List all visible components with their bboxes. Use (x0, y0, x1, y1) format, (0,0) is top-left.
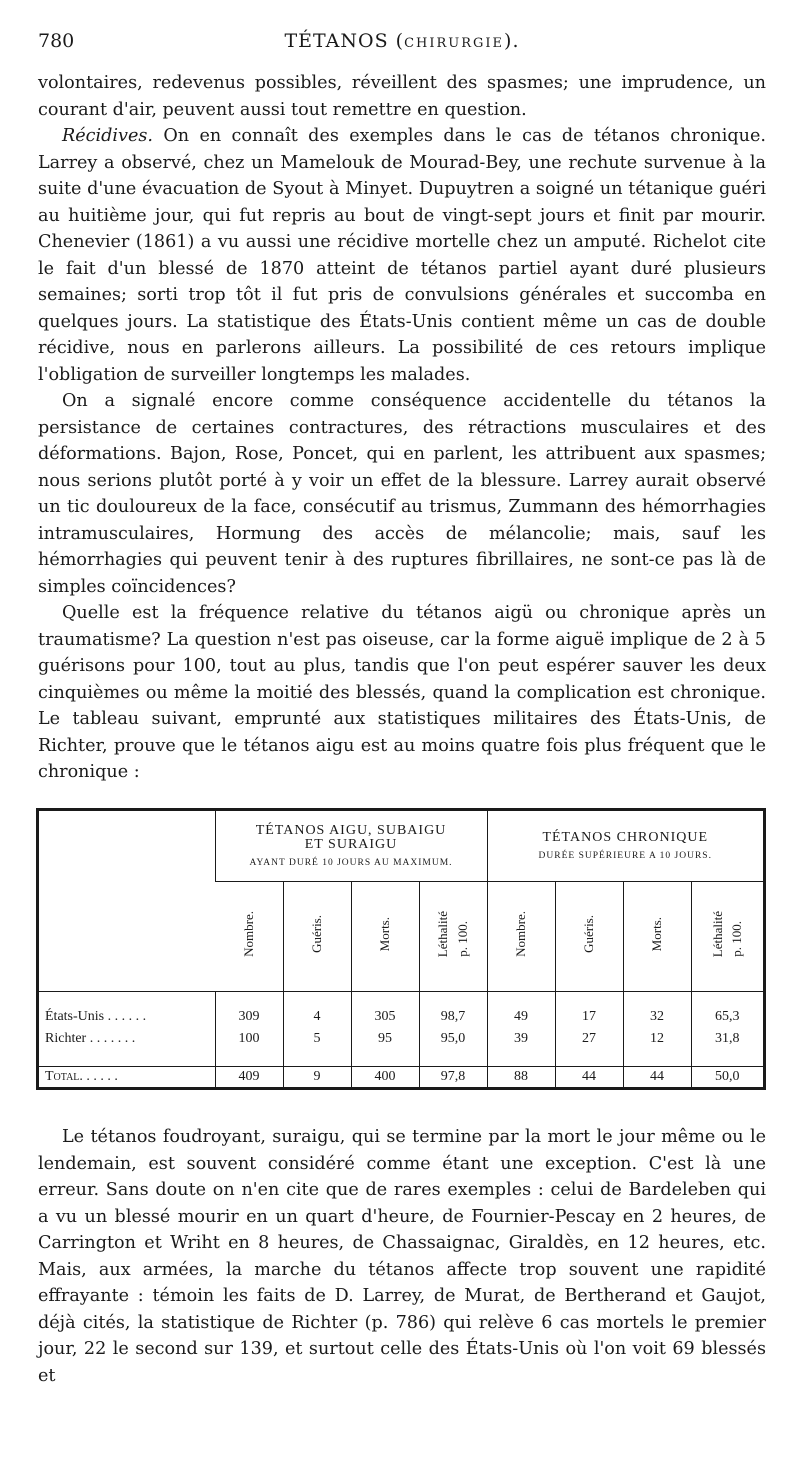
table-cell: 95 (351, 1028, 419, 1050)
table-cell: 4 (283, 991, 351, 1028)
recidives-text: On en connaît des exemples dans le cas de tétanos chronique. Larrey a observé, chez un Mamelouk de Mourad-Bey, une rechute survenue à la suite d'une évacuation de Syout à Minyet. Dupuytren a soigné un tétanique guéri au huitième jour, qui fut repris au bout de vingt-sept jours et finit par mourir. Chenevier (1861) a vu aussi une récidive mortelle chez un amputé. Richelot cite le fait d'un blessé de 1870 atteint de tétanos partiel ayant duré plusieurs semaines; sorti trop tôt il fut pris de convulsions générales et succomba en quelques jours. La statistique des États-Unis contient même un cas de double récidive, nous en parlerons ailleurs. La possibilité de ces retours implique l'obligation de surveiller longtemps les malades. (38, 126, 766, 385)
table-spacer-row (39, 1050, 763, 1067)
paragraph-frequence: Quelle est la fréquence relative du tétanos aigü ou chronique après un traumatisme? La question n'est pas oiseuse, car la forme aiguë implique de 2 à 5 guérisons pour 100, tout au plus, tandis que l'on peut espérer sauver les deux cinquièmes ou même la moitié des blessés, quand la complication est chronique. Le tableau suivant, emprunté aux statistiques militaires des États-Unis, de Richter, prouve que le tétanos aigu est au moins quatre fois plus fréquent que le chronique : (38, 603, 766, 782)
title-section: CHIRURGIE (404, 36, 505, 51)
group-acute-subtitle: AYANT DURÉ 10 JOURS AU MAXIMUM. (249, 857, 453, 868)
col-chronic-gueris: Guéris. (555, 881, 623, 991)
text-block-top (38, 70, 766, 786)
table-cell: 100 (215, 1028, 283, 1050)
total-cell: 9 (283, 1066, 351, 1087)
table-cell: 31,8 (691, 1028, 763, 1050)
total-cell: 400 (351, 1066, 419, 1087)
table-cell: 98,7 (419, 991, 487, 1028)
table-cell: 5 (283, 1028, 351, 1050)
group-header-row (39, 811, 763, 881)
col-acute-letalite: Léthalité p. 100. (419, 881, 487, 991)
col-acute-nombre: Nombre. (240, 911, 256, 957)
group-chronic-title: TÉTANOS CHRONIQUE (542, 829, 709, 845)
col-acute-morts: Morts. (351, 881, 419, 991)
col-chronic-nombre: Nombre. (487, 881, 555, 991)
running-title (38, 30, 766, 52)
title-main: TÉTANOS ( (284, 30, 405, 52)
paragraph-foudroyant: Le tétanos foudroyant, suraigu, qui se termine par la mort le jour même ou le lendemain, est souvent considéré comme étant une exception. C'est là une erreur. Sans doute on n'en cite que de rares exemples : celui de Bardeleben qui a vu un blessé mourir en un quart d'heure, de Fournier-Pescay en 2 heures, de Carrington et Wriht en 8 heures, de Chassaignac, Giraldès, en 12 heures, etc. Mais, aux armées, la marche du tétanos affecte trop souvent une rapidité effrayante : témoin les faits de D. Larrey, de Murat, de Bertherand et Gaujot, déjà cités, la statistique de Richter (p. 786) qui relève 6 cas mortels le premier jour, 22 le second sur 139, et surtout celle des États-Unis où l'on voit 69 blessés et (38, 1127, 766, 1386)
stub-header (39, 811, 215, 991)
group-acute-title-2: ET SURAIGU (304, 836, 398, 852)
table-cell: 309 (215, 991, 283, 1028)
paragraph-continuation: volontaires, redevenus possibles, réveillent des spasmes; une imprudence, un courant d'air, peuvent aussi tout remettre en question. (38, 73, 766, 120)
title-end: ). (504, 30, 520, 52)
page-number: 780 (38, 30, 75, 52)
table-cell: 49 (487, 991, 555, 1028)
table-cell: 39 (487, 1028, 555, 1050)
total-cell: 88 (487, 1066, 555, 1087)
recidives-heading: Récidives. (62, 126, 154, 146)
total-cell: 44 (623, 1066, 691, 1087)
statistics-table-frame (36, 808, 766, 1090)
group-chronic-subtitle: DURÉE SUPÉRIEURE A 10 JOURS. (538, 850, 712, 861)
table-cell: 95,0 (419, 1028, 487, 1050)
table-cell: 32 (623, 991, 691, 1028)
row-label-etats-unis: États-Unis . . . . . . (45, 1008, 147, 1024)
col-chronic-letalite: Léthalité p. 100. (691, 881, 763, 991)
group-chronic-header (487, 811, 763, 881)
table-cell: 65,3 (691, 991, 763, 1028)
total-cell: 50,0 (691, 1066, 763, 1087)
paragraph-consequences: On a signalé encore comme conséquence accidentelle du tétanos la persistance de certaines contractures, des rétractions musculaires et des déformations. Bajon, Rose, Poncet, qui en parlent, les attribuent aux spasmes; nous serions plutôt porté à y voir un effet de la blessure. Larrey aurait observé un tic douloureux de la face, consécutif au trismus, Zummann des hémorrhagies intramusculaires, Hormung des accès de mélancolie; mais, sauf les hémorrhagies qui peuvent tenir à des ruptures fibrillaires, ne sont-ce pas là de simples coïncidences? (38, 391, 766, 597)
group-acute-header (215, 811, 487, 881)
running-header (38, 30, 766, 60)
table-row (39, 1028, 763, 1050)
table-cell: 305 (351, 991, 419, 1028)
table-cell: 27 (555, 1028, 623, 1050)
total-label: Total. . . . . . (45, 1068, 118, 1084)
paragraph-recidives (38, 123, 766, 388)
group-acute-title-1: TÉTANOS AIGU, SUBAIGU (255, 822, 447, 838)
total-cell: 97,8 (419, 1066, 487, 1087)
text-block-bottom (38, 1124, 766, 1389)
col-acute-gueris: Guéris. (283, 881, 351, 991)
table-row (39, 991, 763, 1028)
row-label-richter: Richter . . . . . . . (45, 1030, 136, 1046)
table-cell: 17 (555, 991, 623, 1028)
total-cell: 44 (555, 1066, 623, 1087)
table-cell: 12 (623, 1028, 691, 1050)
total-cell: 409 (215, 1066, 283, 1087)
col-chronic-morts: Morts. (623, 881, 691, 991)
statistics-table (39, 811, 763, 1087)
table-total-row (39, 1066, 763, 1087)
